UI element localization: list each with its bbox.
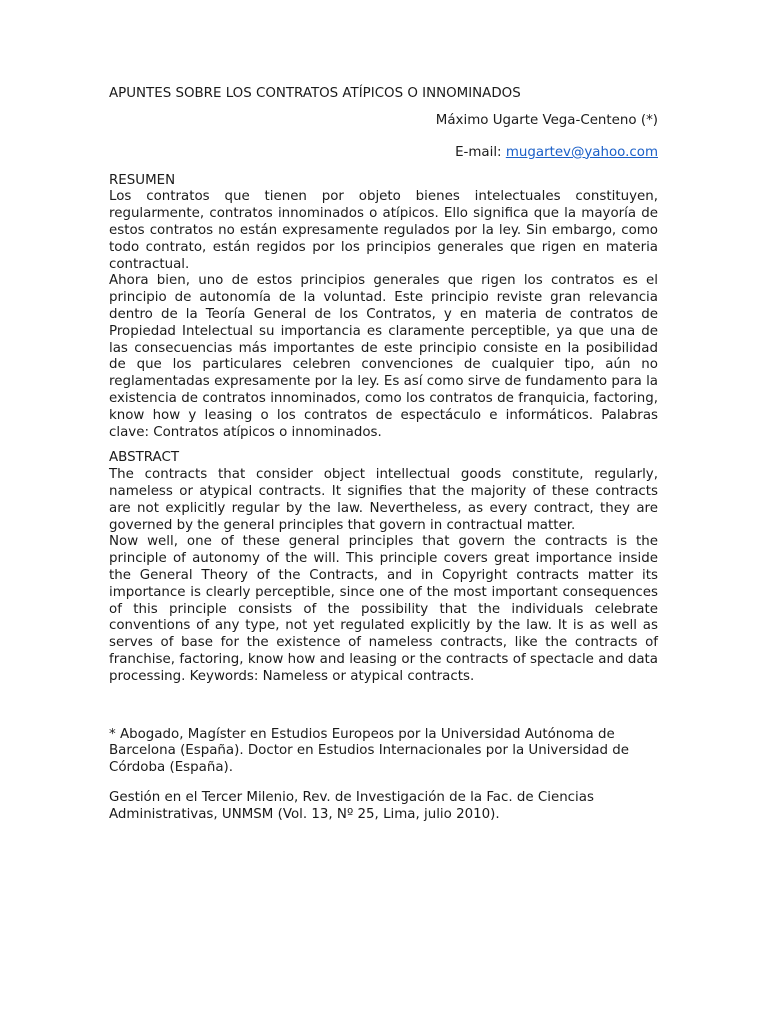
resumen-heading: RESUMEN	[109, 172, 176, 188]
email-line	[109, 145, 658, 162]
document-title: APUNTES SOBRE LOS CONTRATOS ATÍPICOS O INNOMINADOS	[109, 86, 521, 101]
abstract-paragraph-1: The contracts that consider object intellectual goods constitute, regularly, nameless or atypical contracts. It signifies that the majority of these contracts are not explicitly regular by the law. Nevertheless, as every contract, they are governed by the general principles that govern in contractual matter.	[109, 467, 658, 533]
resumen-paragraph-1: Los contratos que tienen por objeto bienes intelectuales constituyen, regularmente, contratos innominados o atípicos. Ello significa que la mayoría de estos contratos no están expresamente regulados por la ley. Sin embargo, como todo contrato, están regidos por los principios generales que rigen en materia contractual.	[109, 189, 658, 272]
document-page	[109, 86, 658, 837]
author-footnote: * Abogado, Magíster en Estudios Europeos por la Universidad Autónoma de Barcelona (España). Doctor en Estudios Internacionales por la Universidad de Córdoba (España).	[109, 726, 629, 776]
email-label: E-mail:	[455, 144, 506, 160]
author-name: Máximo Ugarte Vega-Centeno (*)	[435, 113, 658, 128]
abstract-paragraph-2: Now well, one of these general principles that govern the contracts is the principle of autonomy of the will. This principle covers great importance inside the General Theory of the Contracts, and in Copyright contracts matter its importance is clearly perceptible, since one of the most important consequences of this principle consists of the possibility that the individuals celebrate conventions of any type, not yet regulated explicitly by the law. It is as well as serves of base for the existence of nameless contracts, like the contracts of franchise, factoring, know how and leasing or the contracts of spectacle and data processing. Keywords: Nameless or atypical contracts.	[109, 534, 658, 684]
publication-source: Gestión en el Tercer Milenio, Rev. de Investigación de la Fac. de Ciencias Administrativas, UNMSM (Vol. 13, Nº 25, Lima, julio 2010).	[109, 790, 594, 823]
resumen-paragraph-2: Ahora bien, uno de estos principios generales que rigen los contratos es el principio de autonomía de la voluntad. Este principio reviste gran relevancia dentro de la Teoría General de los Contratos, y en materia de contratos de Propiedad Intelectual su importancia es claramente perceptible, ya que una de las consecuencias más importantes de este principio consiste en la posibilidad de que los particulares celebren convenciones de cualquier tipo, aún no reglamentadas expresamente por la ley. Es así como sirve de fundamento para la existencia de contratos innominados, como los contratos de franquicia, factoring, know how y leasing o los contratos de espectáculo e informáticos. Palabras clave: Contratos atípicos o innominados.	[109, 273, 658, 440]
email-link[interactable]: mugartev@yahoo.com	[505, 144, 658, 160]
abstract-heading: ABSTRACT	[109, 450, 180, 466]
